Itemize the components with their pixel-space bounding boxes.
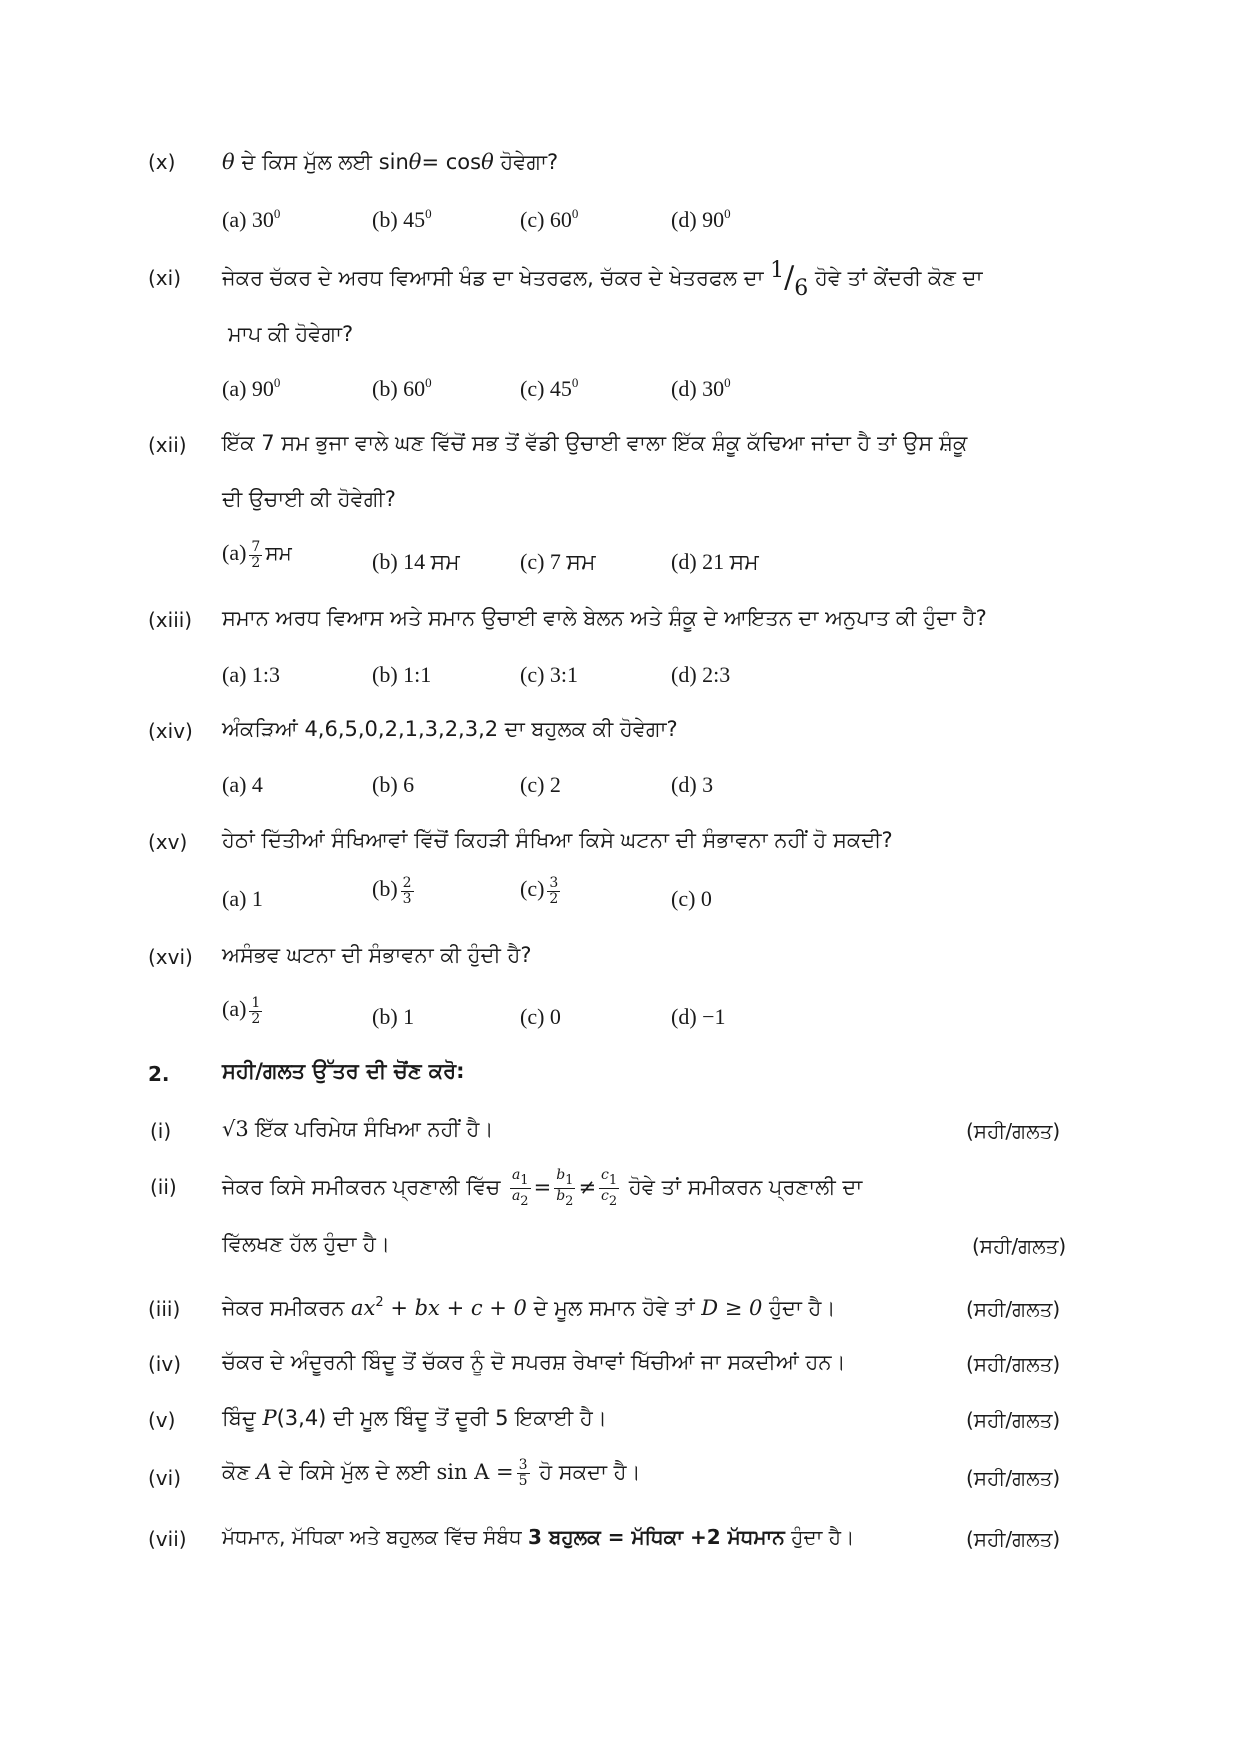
subscript: 1 bbox=[565, 1173, 574, 1188]
unit: ਸਮ bbox=[265, 541, 292, 566]
question-number: (xvi) bbox=[148, 945, 193, 969]
option-d: (d) −1 bbox=[671, 1004, 726, 1029]
option-d bbox=[671, 375, 731, 402]
math-condition: D ≥ 0 bbox=[701, 1296, 763, 1320]
fraction-num bbox=[554, 1168, 575, 1189]
text-part: ਦੇ ਕਿਸੇ ਮੁੱਲ ਦੇ ਲਈ bbox=[271, 1460, 437, 1485]
option-label: (a) 30 bbox=[222, 207, 274, 232]
true-false-label: (ਸਹੀ/ਗਲਤ) bbox=[966, 1119, 1061, 1143]
math-function: sin A = bbox=[436, 1460, 514, 1485]
option-d: (d) 21 ਸਮ bbox=[671, 549, 759, 574]
fraction-den: 6 bbox=[794, 276, 809, 301]
tf-statement bbox=[222, 1525, 854, 1549]
option-b: (b) 1 bbox=[372, 1004, 415, 1029]
theta-symbol: θ bbox=[408, 150, 422, 174]
fraction bbox=[249, 540, 262, 570]
tf-statement bbox=[222, 1117, 494, 1142]
degree-sup: 0 bbox=[724, 375, 731, 390]
option-label: (b) 45 bbox=[372, 207, 426, 232]
question-text bbox=[222, 150, 558, 175]
fraction-num: 7 bbox=[251, 539, 261, 555]
fraction-den: 2 bbox=[251, 1010, 261, 1027]
theta-symbol: θ bbox=[222, 150, 235, 174]
question-number: (xii) bbox=[148, 433, 187, 457]
text-part: ਜੇਕਰ ਕਿਸੇ ਸਮੀਕਰਨ ਪ੍ਰਣਾਲੀ ਵਿੱਚ bbox=[222, 1175, 501, 1200]
true-false-label: (ਸਹੀ/ਗਲਤ) bbox=[966, 1527, 1061, 1551]
text-part: ਮੱਧਮਾਨ, ਮੱਧਿਕਾ ਅਤੇ ਬਹੁਲਕ ਵਿੱਚ ਸੰਬੰਧ bbox=[222, 1525, 528, 1549]
true-false-label: (ਸਹੀ/ਗਲਤ) bbox=[972, 1234, 1067, 1258]
option-a: (a) 1 bbox=[222, 886, 263, 911]
fraction-den bbox=[599, 1189, 619, 1209]
fraction-c bbox=[599, 1168, 619, 1208]
tf-statement bbox=[222, 1406, 607, 1431]
fraction bbox=[547, 876, 560, 906]
option-b bbox=[372, 375, 432, 402]
fraction-a bbox=[510, 1168, 531, 1208]
option-a: (a) 4 bbox=[222, 772, 263, 797]
tf-number: (vi) bbox=[148, 1466, 181, 1490]
tf-number: (iv) bbox=[148, 1352, 181, 1376]
text-part: = cos bbox=[421, 150, 482, 174]
option-b: (b) 6 bbox=[372, 772, 415, 797]
fraction-num: 2 bbox=[402, 875, 412, 891]
var-b: b bbox=[556, 1167, 566, 1183]
text-part: ਜੇਕਰ ਚੱਕਰ ਦੇ ਅਰਧ ਵਿਆਸੀ ਖੰਡ ਦਾ ਖੇਤਰਫਲ, ਚੱਕਰ ਦੇ ਖੇਤਰਫਲ ਦਾ bbox=[222, 266, 764, 290]
tf-statement bbox=[222, 1458, 641, 1488]
degree-sup: 0 bbox=[273, 375, 281, 390]
tf-number: (vii) bbox=[148, 1527, 187, 1551]
degree-sup: 0 bbox=[425, 375, 432, 390]
question-text: ਅੰਕੜਿਆਂ 4,6,5,0,2,1,3,2,3,2 ਦਾ ਬਹੁਲਕ ਕੀ ਹੋਵੇਗਾ? bbox=[222, 717, 678, 741]
subscript: 2 bbox=[520, 1193, 529, 1209]
var-a: a bbox=[511, 1187, 521, 1204]
tf-number: (v) bbox=[148, 1408, 176, 1432]
text-part: ਦੀ ਮੂਲ ਬਿੰਦੂ ਤੋਂ ਦੂਰੀ 5 ਇਕਾਈ ਹੈ। bbox=[326, 1406, 607, 1430]
subscript: 1 bbox=[608, 1173, 618, 1188]
tf-number: (i) bbox=[150, 1119, 172, 1143]
option-b bbox=[372, 876, 417, 906]
option-a bbox=[222, 206, 280, 233]
section-number: 2. bbox=[148, 1062, 170, 1086]
option-a bbox=[222, 540, 292, 570]
angle-label: A bbox=[256, 1460, 272, 1485]
question-text: ਹੇਠਾਂ ਦਿੱਤੀਆਂ ਸੰਖਿਆਵਾਂ ਵਿੱਚੋਂ ਕਿਹੜੀ ਸੰਖਿਆ ਕਿਸੇ ਘਟਨਾ ਦੀ ਸੰਭਾਵਨਾ ਨਹੀਂ ਹੋ ਸਕਦੀ? bbox=[222, 828, 893, 852]
option-d: (d) 2:3 bbox=[671, 662, 731, 687]
option-d: (c) 0 bbox=[671, 886, 712, 911]
option-c: (c) 0 bbox=[520, 1004, 561, 1029]
question-number: (xv) bbox=[148, 830, 188, 854]
degree-sup: 0 bbox=[425, 206, 432, 221]
text-part: ਕੋਣ bbox=[222, 1460, 257, 1485]
point-label: P bbox=[262, 1406, 277, 1430]
theta-symbol: θ bbox=[481, 150, 494, 174]
section-title: ਸਹੀ/ਗਲਤ ਉੱਤਰ ਦੀ ਚੋਂਣ ਕਰੋ: bbox=[222, 1059, 465, 1083]
fraction-den bbox=[554, 1189, 575, 1209]
fraction-den bbox=[510, 1189, 531, 1209]
var-b: b bbox=[556, 1187, 566, 1204]
option-c bbox=[520, 206, 578, 233]
var-a: a bbox=[511, 1167, 521, 1183]
text-part: ਦੇ ਮੂਲ ਸਮਾਨ ਹੋਵੇ ਤਾਂ bbox=[526, 1296, 702, 1320]
tf-statement bbox=[222, 1295, 836, 1321]
option-c: (c) 3:1 bbox=[520, 662, 579, 687]
option-label: (d) 30 bbox=[671, 376, 725, 401]
question-number: (x) bbox=[148, 150, 176, 174]
question-text: ਅਸੰਭਵ ਘਟਨਾ ਦੀ ਸੰਭਾਵਨਾ ਕੀ ਹੁੰਦੀ ਹੈ? bbox=[222, 943, 532, 967]
question-number: (xiv) bbox=[148, 719, 193, 743]
true-false-label: (ਸਹੀ/ਗਲਤ) bbox=[966, 1297, 1061, 1321]
tf-statement-line2: ਵਿੱਲਖਣ ਹੱਲ ਹੁੰਦਾ ਹੈ। bbox=[222, 1232, 391, 1256]
option-a bbox=[222, 375, 280, 402]
question-text-line2: ਦੀ ਉਚਾਈ ਕੀ ਹੋਵੇਗੀ? bbox=[222, 487, 396, 511]
text-part: ਹੋਵੇਗਾ? bbox=[493, 150, 559, 174]
option-label: (b) bbox=[372, 876, 398, 902]
text-part: ਹੁੰਦਾ ਹੈ। bbox=[762, 1296, 836, 1320]
option-label: (c) 45 bbox=[520, 376, 572, 401]
option-d: (d) 3 bbox=[671, 772, 714, 797]
text-part: ਬਿੰਦੂ bbox=[222, 1406, 263, 1430]
superscript: 2 bbox=[375, 1295, 384, 1310]
fraction-b bbox=[554, 1168, 575, 1208]
question-text: ਸਮਾਨ ਅਰਧ ਵਿਆਸ ਅਤੇ ਸਮਾਨ ਉਚਾਈ ਵਾਲੇ ਬੇਲਨ ਅਤੇ ਸ਼ੰਕੂ ਦੇ ਆਇਤਨ ਦਾ ਅਨੁਪਾਤ ਕੀ ਹੁੰਦਾ ਹੈ? bbox=[222, 606, 987, 630]
degree-sup: 0 bbox=[273, 206, 281, 221]
subscript: 2 bbox=[608, 1193, 618, 1209]
math-expression: ax bbox=[351, 1296, 376, 1320]
true-false-label: (ਸਹੀ/ਗਲਤ) bbox=[966, 1352, 1061, 1376]
degree-sup: 0 bbox=[571, 375, 579, 390]
fraction bbox=[517, 1458, 530, 1488]
text-part: ਦੇ ਕਿਸ ਮੁੱਲ ਲਈ sin bbox=[234, 150, 409, 174]
option-label: (a) bbox=[222, 540, 247, 566]
option-label: (b) 60 bbox=[372, 376, 426, 401]
fraction-one-sixth: $^1/_6$ bbox=[770, 258, 809, 301]
true-false-label: (ਸਹੀ/ਗਲਤ) bbox=[966, 1408, 1061, 1432]
fraction bbox=[401, 876, 414, 906]
degree-sup: 0 bbox=[724, 206, 731, 221]
fraction-num: 3 bbox=[549, 875, 559, 891]
option-b bbox=[372, 206, 432, 233]
fraction bbox=[249, 996, 262, 1026]
option-c bbox=[520, 876, 563, 906]
text-part: ਹੋਵੇ ਤਾਂ ਸਮੀਕਰਨ ਪ੍ਰਣਾਲੀ ਦਾ bbox=[628, 1175, 863, 1200]
fraction-den: 2 bbox=[549, 890, 559, 907]
option-a: (a) 1:3 bbox=[222, 662, 281, 687]
question-text-line2: ਮਾਪ ਕੀ ਹੋਵੇਗਾ? bbox=[228, 322, 354, 346]
fraction-num: 3 bbox=[518, 1457, 528, 1473]
question-number: (xiii) bbox=[148, 608, 193, 632]
not-equal-sign: ≠ bbox=[578, 1175, 597, 1200]
tf-number: (iii) bbox=[148, 1297, 181, 1321]
bold-formula: 3 ਬਹੁਲਕ = ਮੱਧਿਕਾ +2 ਮੱਧਮਾਨ bbox=[527, 1525, 785, 1549]
option-c bbox=[520, 375, 578, 402]
equals-sign: = bbox=[533, 1175, 552, 1200]
fraction-num bbox=[599, 1168, 619, 1189]
true-false-label: (ਸਹੀ/ਗਲਤ) bbox=[966, 1466, 1061, 1490]
tf-statement bbox=[222, 1168, 862, 1208]
option-label: (a) bbox=[222, 996, 247, 1022]
question-text: ਇੱਕ 7 ਸਮ ਭੁਜਾ ਵਾਲੇ ਘਣ ਵਿੱਚੋਂ ਸਭ ਤੋਂ ਵੱਡੀ ਉਚਾਈ ਵਾਲਾ ਇੱਕ ਸ਼ੰਕੂ ਕੱਢਿਆ ਜਾਂਦਾ ਹੈ ਤਾਂ ਉਸ ਸ਼ੰਕੂ bbox=[222, 431, 968, 455]
question-text bbox=[222, 258, 983, 302]
fraction-den: 3 bbox=[402, 890, 412, 907]
fraction-num: 1 bbox=[770, 258, 785, 283]
option-label: (c) 60 bbox=[520, 207, 572, 232]
fraction-den: 2 bbox=[251, 554, 261, 571]
option-b: (b) 14 ਸਮ bbox=[372, 549, 460, 574]
tf-number: (ii) bbox=[150, 1175, 177, 1199]
degree-sup: 0 bbox=[571, 206, 579, 221]
subscript: 2 bbox=[565, 1193, 574, 1209]
option-b: (b) 1:1 bbox=[372, 662, 432, 687]
text-part: ਹੁੰਦਾ ਹੈ। bbox=[784, 1525, 855, 1549]
sqrt-expression: √3 bbox=[222, 1117, 249, 1141]
option-c: (c) 2 bbox=[520, 772, 561, 797]
option-label: (c) bbox=[520, 876, 545, 902]
tf-statement: ਚੱਕਰ ਦੇ ਅੰਦੂਰਨੀ ਬਿੰਦੂ ਤੋਂ ਚੱਕਰ ਨੂੰ ਦੋ ਸਪਰਸ਼ ਰੇਖਾਵਾਂ ਖਿੱਚੀਆਂ ਜਾ ਸਕਦੀਆਂ ਹਨ। bbox=[222, 1350, 846, 1374]
option-c: (c) 7 ਸਮ bbox=[520, 549, 596, 574]
text-part: ਹੋਵੇ ਤਾਂ ਕੇਂਦਰੀ ਕੋਣ ਦਾ bbox=[814, 266, 983, 290]
text-part: ਹੋ ਸਕਦਾ ਹੈ। bbox=[532, 1460, 641, 1485]
question-number: (xi) bbox=[148, 266, 181, 290]
text-part: ਇੱਕ ਪਰਿਮੇਯ ਸੰਖਿਆ ਨਹੀਂ ਹੈ। bbox=[248, 1117, 494, 1141]
fraction-den: 5 bbox=[518, 1472, 528, 1489]
option-label: (d) 90 bbox=[671, 207, 725, 232]
var-c: c bbox=[601, 1187, 609, 1204]
option-a bbox=[222, 996, 265, 1026]
option-label: (a) 90 bbox=[222, 376, 274, 401]
fraction-num: 1 bbox=[251, 995, 261, 1011]
math-expression: + bx + c + 0 bbox=[383, 1296, 527, 1320]
fraction-num bbox=[510, 1168, 531, 1189]
var-c: c bbox=[601, 1167, 609, 1183]
subscript: 1 bbox=[520, 1173, 529, 1188]
point-coords: (3,4) bbox=[276, 1406, 327, 1430]
option-d bbox=[671, 206, 731, 233]
text-part: ਜੇਕਰ ਸਮੀਕਰਨ bbox=[222, 1296, 351, 1320]
